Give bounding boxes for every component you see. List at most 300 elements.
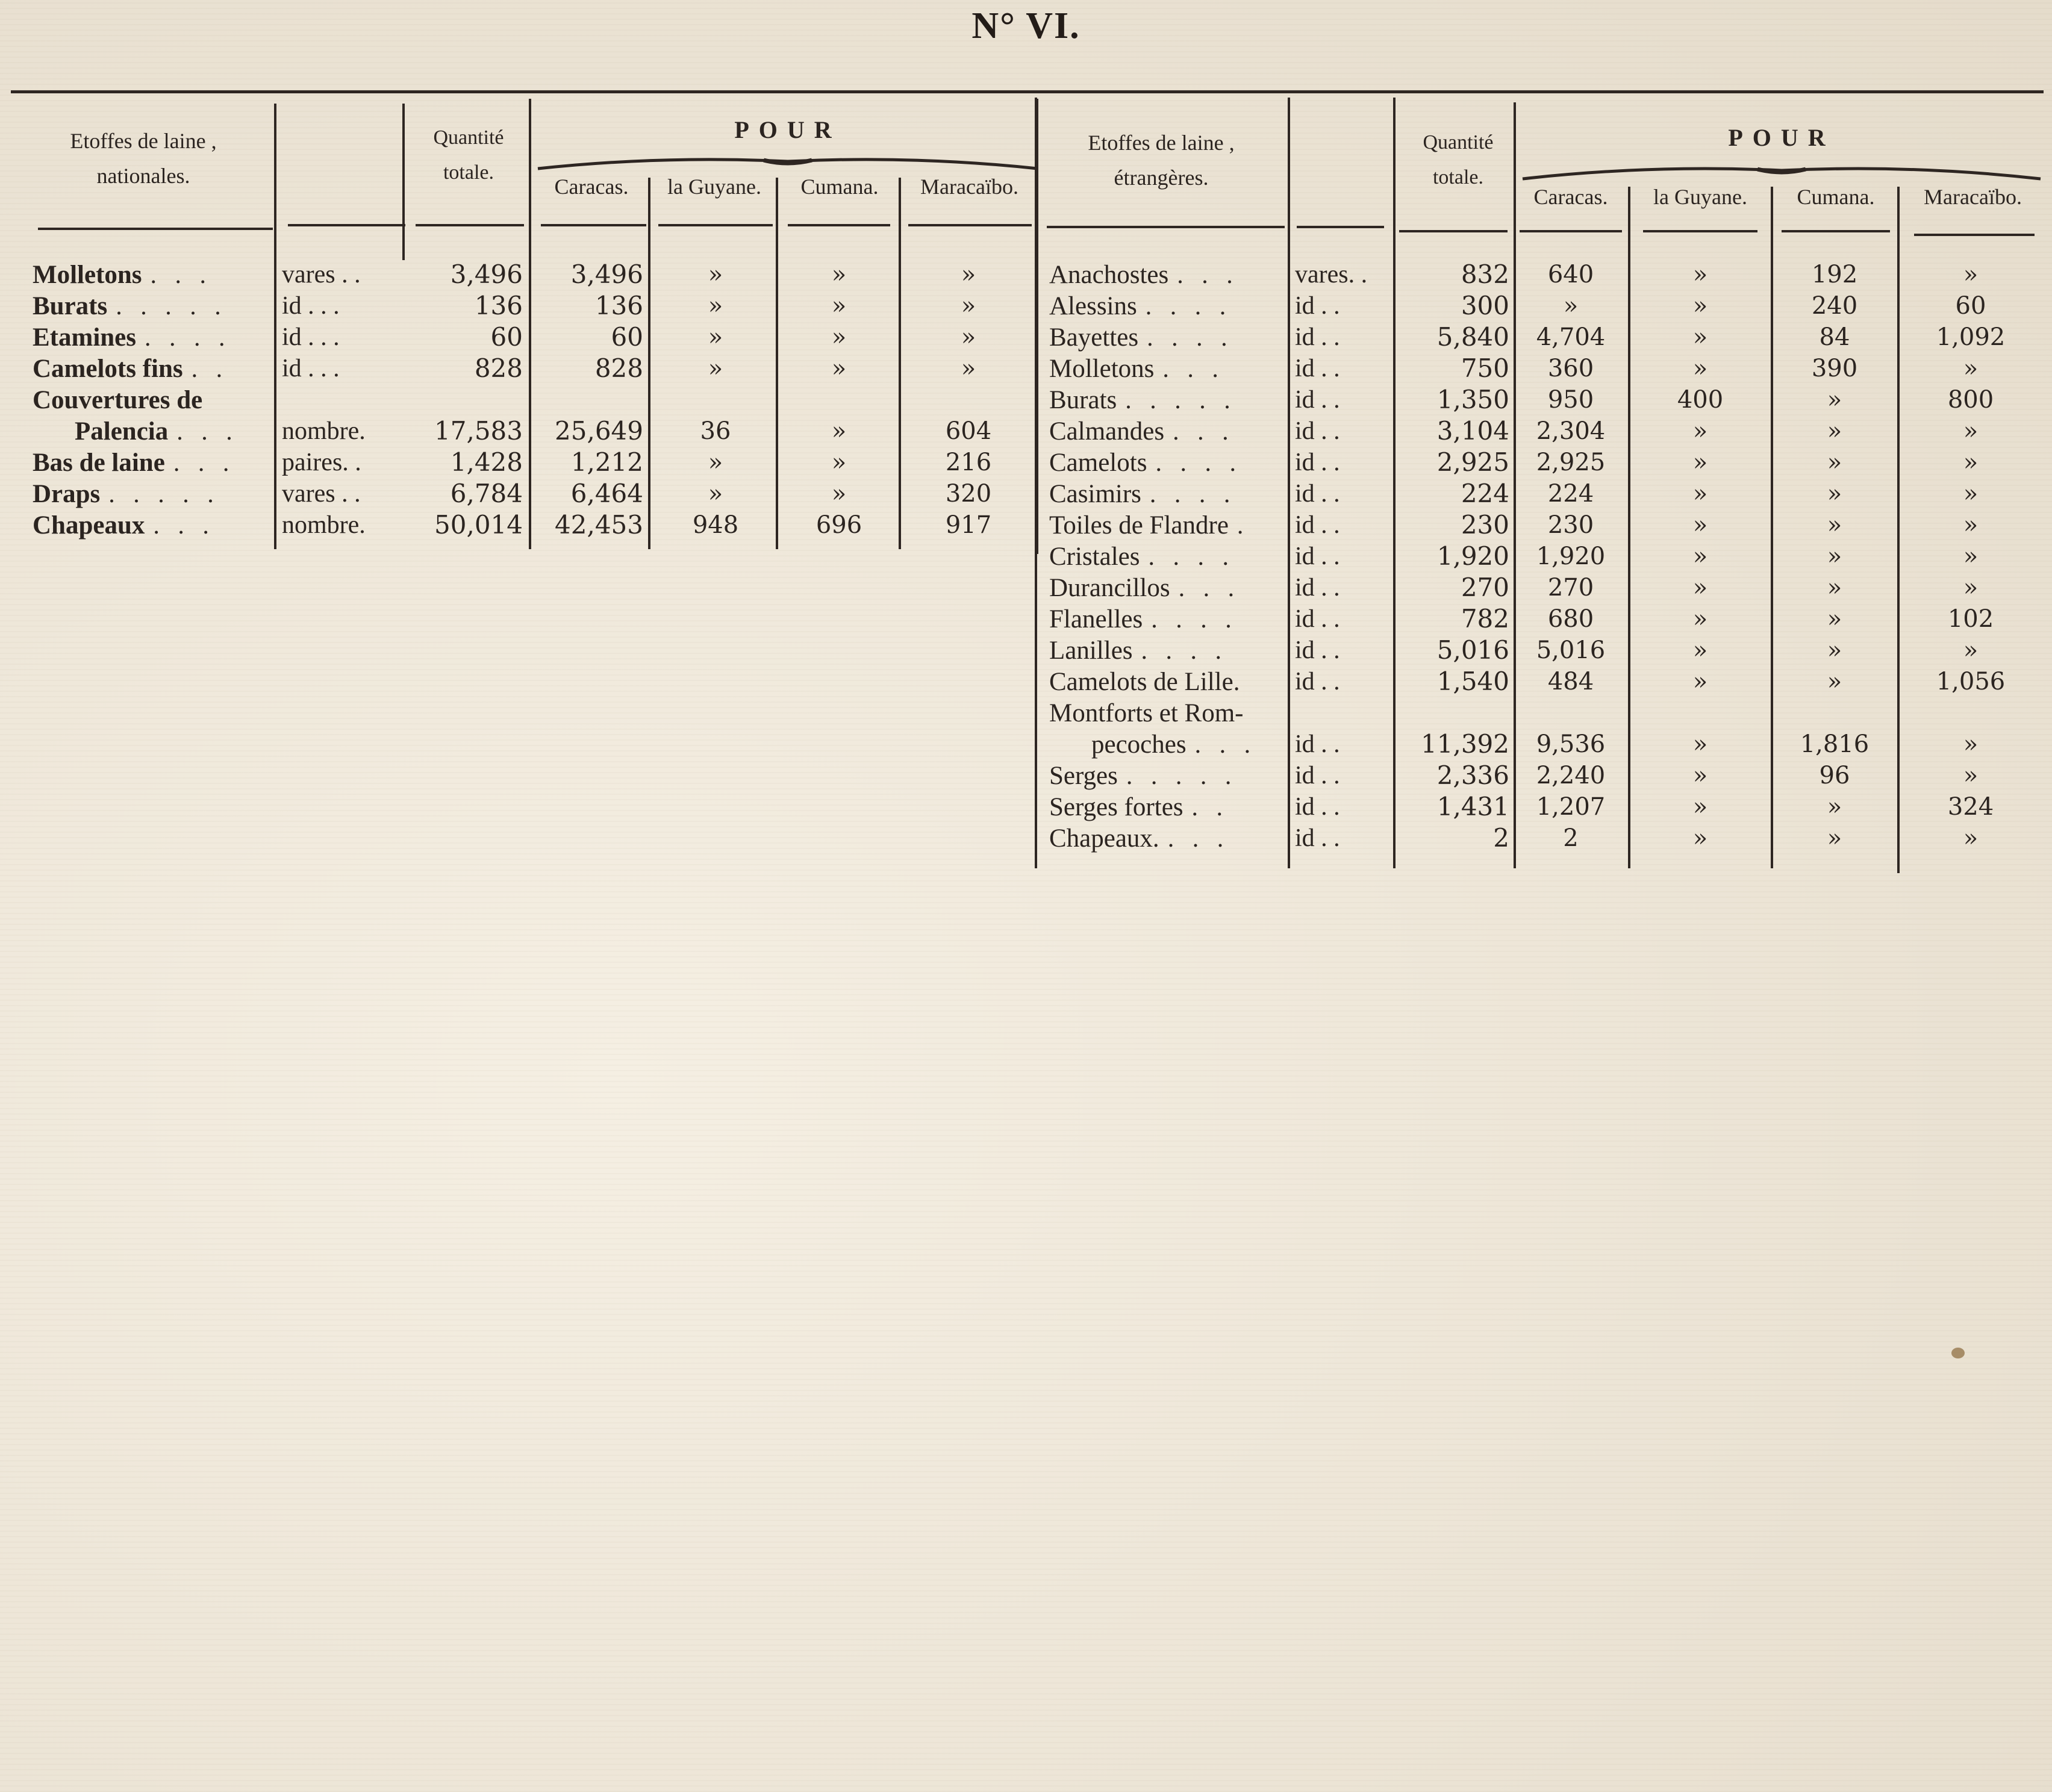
leader-dots: . . . <box>1177 261 1239 289</box>
total-cell: 5,840 <box>1436 322 1509 352</box>
caracas-cell <box>1517 697 1625 729</box>
total-cell: 136 <box>474 291 523 320</box>
caracas-cell: 360 <box>1547 355 1594 382</box>
leader-dots: . . . <box>173 449 235 477</box>
unit-cell <box>1295 697 1391 729</box>
leader-dots: . . . <box>150 261 213 289</box>
guyane-cell: » <box>1692 824 1708 852</box>
header-rule <box>1643 230 1757 232</box>
cumana-cell: 390 <box>1811 355 1858 382</box>
item-name: Durancillos <box>1049 574 1170 602</box>
total-cell: 3,496 <box>450 260 523 289</box>
total-cell: 1,920 <box>1436 541 1509 571</box>
table-row <box>1035 729 2044 760</box>
item-name-cell <box>1049 322 1285 353</box>
leader-dots: . . . <box>1178 574 1241 602</box>
item-name-cell <box>33 509 273 541</box>
header-rule <box>38 228 273 230</box>
cumana-cell <box>782 384 896 415</box>
leader-dots: . . . . <box>1149 481 1237 508</box>
table-row <box>1035 353 2044 384</box>
leader-dots: . . . . <box>1148 543 1235 571</box>
item-name-cell <box>1049 478 1285 509</box>
leader-dots: . . . <box>1173 418 1235 446</box>
unit-cell: id . . <box>1295 574 1340 602</box>
guyane-cell: » <box>708 355 723 382</box>
total-cell: 11,392 <box>1421 729 1509 759</box>
item-name-cell <box>33 259 273 290</box>
top-rule <box>1035 90 2044 93</box>
cumana-cell: » <box>831 355 847 382</box>
header-rule <box>416 224 524 226</box>
unit-cell: id . . . <box>282 292 340 320</box>
item-name: Couvertures de <box>33 386 203 414</box>
table-row <box>1035 572 2044 603</box>
cumana-cell: » <box>1827 417 1842 445</box>
leader-dots: . . . . . <box>1125 387 1237 414</box>
maracaibo-cell: » <box>1963 543 1979 570</box>
total-cell: 1,431 <box>1436 792 1509 821</box>
item-name: Etamines <box>33 323 136 352</box>
total-cell: 828 <box>474 353 523 383</box>
item-name: Anachostes <box>1049 261 1169 289</box>
caracas-cell: 1,207 <box>1536 793 1606 821</box>
cumana-cell: 240 <box>1811 292 1858 320</box>
table-row <box>1035 760 2044 791</box>
item-name: Molletons <box>33 261 142 289</box>
brace-icon <box>1520 160 2044 184</box>
guyane-cell: 36 <box>700 417 731 445</box>
top-rule <box>11 90 1038 93</box>
item-name: Lanilles <box>1049 636 1133 665</box>
total-cell: 1,540 <box>1436 667 1509 696</box>
unit-cell: vares. . <box>1295 261 1368 288</box>
item-name-cell <box>1049 290 1285 322</box>
cumana-cell: » <box>1827 449 1842 476</box>
guyane-cell: » <box>708 449 723 476</box>
caracas-cell: 640 <box>1547 261 1594 288</box>
caracas-cell: » <box>1563 292 1579 320</box>
maracaibo-cell: » <box>961 323 976 351</box>
maracaibo-cell: » <box>1963 636 1979 664</box>
item-name: Serges <box>1049 762 1118 790</box>
table-row <box>11 259 1038 290</box>
guyane-cell: » <box>1692 730 1708 758</box>
item-name-cell <box>1049 697 1285 729</box>
leader-dots: . . . . <box>1147 324 1233 352</box>
guyane-cell: » <box>1692 261 1708 288</box>
item-name: Bayettes <box>1049 323 1139 352</box>
header-rule <box>1399 230 1508 232</box>
total-cell: 750 <box>1461 353 1509 383</box>
table-row <box>1035 447 2044 478</box>
cumana-cell: 696 <box>815 511 862 539</box>
item-name: Cristales <box>1049 543 1140 571</box>
total-cell: 2,336 <box>1436 761 1509 790</box>
item-name: pecoches <box>1091 730 1187 759</box>
table-national <box>11 90 1038 560</box>
heading-line-2: étrangères. <box>1114 166 1209 190</box>
maracaibo-cell: 917 <box>945 511 992 539</box>
column-heading-quantite <box>1398 125 1518 195</box>
total-cell: 224 <box>1461 479 1509 508</box>
total-cell: 60 <box>490 322 523 352</box>
total-cell: 2 <box>1493 823 1509 853</box>
quantite-line-2: totale. <box>443 161 494 184</box>
cumana-cell: » <box>1827 511 1842 539</box>
column-divider <box>402 104 405 260</box>
leader-dots: . . . . . <box>116 293 227 320</box>
unit-cell: id . . <box>1295 292 1340 320</box>
subheading-caracas: Caracas. <box>1533 185 1608 209</box>
item-name-cell <box>1049 353 1285 384</box>
column-heading-etoffes <box>1035 125 1288 195</box>
maracaibo-cell: 800 <box>1947 386 1994 414</box>
caracas-cell: 2,304 <box>1536 417 1606 445</box>
item-name-cell <box>1049 572 1285 603</box>
table-row <box>1035 791 2044 823</box>
maracaibo-cell: » <box>1963 762 1979 789</box>
cumana-cell: » <box>1827 543 1842 570</box>
item-name-cell <box>1049 415 1285 447</box>
cumana-cell: » <box>1827 480 1842 508</box>
maracaibo-cell: 324 <box>1947 793 1994 821</box>
header-rule <box>1520 230 1622 232</box>
cumana-cell: » <box>1827 668 1842 695</box>
heading-line-2: nationales. <box>96 164 190 188</box>
unit-cell: id . . <box>1295 386 1340 414</box>
unit-cell: nombre. <box>282 511 366 539</box>
item-name-cell <box>1091 729 1285 760</box>
header-rule <box>1297 226 1384 228</box>
unit-cell: vares . . <box>282 261 361 288</box>
guyane-cell: » <box>1692 323 1708 351</box>
subheading-maracaibo: Maracaïbo. <box>920 175 1018 199</box>
caracas-cell: 2,240 <box>1536 762 1606 789</box>
table-row <box>11 415 1038 447</box>
caracas-cell: 6,464 <box>570 479 643 508</box>
item-name: Chapeaux <box>33 511 145 540</box>
item-name-cell <box>33 353 273 384</box>
guyane-cell: » <box>1692 605 1708 633</box>
maracaibo-cell: » <box>1963 730 1979 758</box>
item-name: Casimirs <box>1049 480 1141 508</box>
item-name: Toiles de Flandre <box>1049 511 1229 540</box>
table-row <box>11 290 1038 322</box>
cumana-cell: » <box>1827 574 1842 602</box>
caracas-cell <box>535 384 643 415</box>
item-name: Draps <box>33 480 101 508</box>
table-row <box>11 322 1038 353</box>
caracas-cell: 828 <box>594 353 643 383</box>
header-rule <box>908 224 1032 226</box>
caracas-cell: 1,212 <box>570 447 643 477</box>
subheading-cumana: Cumana. <box>1797 185 1875 209</box>
caracas-cell: 270 <box>1547 574 1594 602</box>
maracaibo-cell: » <box>1963 355 1979 382</box>
quantite-line-2: totale. <box>1432 166 1484 188</box>
header-rule <box>788 224 890 226</box>
total-cell: 230 <box>1461 510 1509 540</box>
caracas-cell: 1,920 <box>1536 543 1606 570</box>
cumana-cell: 84 <box>1819 323 1850 351</box>
leader-dots: . <box>1237 512 1250 540</box>
table-row <box>1035 635 2044 666</box>
table-row <box>1035 509 2044 541</box>
table-row <box>1035 823 2044 854</box>
total-cell <box>408 384 523 415</box>
maracaibo-cell: » <box>1963 449 1979 476</box>
unit-cell: id . . <box>1295 730 1340 758</box>
brace-icon <box>535 151 1041 175</box>
cumana-cell: » <box>1827 793 1842 821</box>
ink-stain <box>1951 1348 1965 1358</box>
guyane-cell: » <box>1692 511 1708 539</box>
cumana-cell: » <box>831 417 847 445</box>
guyane-cell: » <box>1692 762 1708 789</box>
header-rule <box>658 224 773 226</box>
guyane-cell: » <box>708 480 723 508</box>
pour-heading: POUR <box>1728 124 1835 151</box>
caracas-cell: 42,453 <box>555 510 643 540</box>
item-name: Camelots fins <box>33 355 183 383</box>
caracas-cell: 680 <box>1547 605 1594 633</box>
leader-dots: . . . . . <box>108 481 220 508</box>
total-cell: 1,428 <box>450 447 523 477</box>
table-row <box>1035 478 2044 509</box>
subheading-caracas: Caracas. <box>554 175 629 199</box>
unit-cell: id . . <box>1295 543 1340 570</box>
maracaibo-cell: » <box>961 261 976 288</box>
unit-cell: id . . <box>1295 605 1340 633</box>
item-name: Chapeaux. <box>1049 824 1159 853</box>
caracas-cell: 224 <box>1547 480 1594 508</box>
header-rule <box>541 224 646 226</box>
unit-cell <box>282 384 402 415</box>
item-name-cell <box>1049 259 1285 290</box>
maracaibo-cell: » <box>1963 574 1979 602</box>
leader-dots: . . . <box>1162 355 1224 383</box>
maracaibo-cell: 216 <box>945 449 992 476</box>
guyane-cell <box>655 384 776 415</box>
total-cell: 270 <box>1461 573 1509 602</box>
heading-line-1: Etoffes de laine , <box>1088 131 1235 155</box>
quantite-line-1: Quantité <box>433 126 504 149</box>
item-name-cell <box>1049 603 1285 635</box>
unit-cell: id . . <box>1295 417 1340 445</box>
table-row <box>1035 415 2044 447</box>
maracaibo-cell: 60 <box>1955 292 1986 320</box>
table-row <box>1035 541 2044 572</box>
item-name: Serges fortes <box>1049 793 1183 821</box>
caracas-cell: 136 <box>594 291 643 320</box>
total-cell: 5,016 <box>1436 635 1509 665</box>
leader-dots: . . . <box>1194 731 1257 759</box>
maracaibo-cell <box>1900 697 2042 729</box>
subheading-guyane: la Guyane. <box>667 175 761 199</box>
item-name: Palencia <box>75 417 169 446</box>
table-row <box>1035 290 2044 322</box>
cumana-cell: » <box>831 480 847 508</box>
caracas-cell: 25,649 <box>555 416 643 446</box>
guyane-cell: » <box>1692 292 1708 320</box>
unit-cell: id . . . <box>282 355 340 382</box>
cumana-cell: » <box>1827 824 1842 852</box>
unit-cell: id . . <box>1295 449 1340 476</box>
leader-dots: . . . <box>153 512 215 540</box>
caracas-cell: 2,925 <box>1536 449 1606 476</box>
item-name-cell <box>1049 760 1285 791</box>
header-rule <box>1047 226 1285 228</box>
maracaibo-cell: » <box>961 292 976 320</box>
unit-cell: id . . <box>1295 355 1340 382</box>
header-rule <box>1782 230 1890 232</box>
total-cell: 1,350 <box>1436 385 1509 414</box>
cumana-cell <box>1773 697 1896 729</box>
table-row <box>11 384 1038 415</box>
item-name: Alessins <box>1049 292 1137 320</box>
guyane-cell: » <box>1692 543 1708 570</box>
table-row <box>1035 666 2044 697</box>
cumana-cell: » <box>1827 636 1842 664</box>
unit-cell: id . . <box>1295 824 1340 852</box>
maracaibo-cell: 1,092 <box>1936 323 2006 351</box>
guyane-cell: » <box>1692 793 1708 821</box>
header-rule <box>288 224 405 226</box>
table-row <box>11 478 1038 509</box>
caracas-cell: 60 <box>611 322 643 352</box>
table-row <box>1035 603 2044 635</box>
guyane-cell: » <box>1692 480 1708 508</box>
item-name-cell <box>1049 509 1285 541</box>
unit-cell: vares . . <box>282 480 361 508</box>
item-name-cell <box>33 478 273 509</box>
item-name-cell <box>75 415 273 447</box>
guyane-cell: » <box>708 323 723 351</box>
header-rule <box>1914 234 2035 236</box>
leader-dots: . . . . <box>1145 293 1232 320</box>
total-cell: 17,583 <box>434 416 523 446</box>
maracaibo-cell: » <box>961 355 976 382</box>
leader-dots: . . . <box>1167 825 1230 853</box>
unit-cell: id . . <box>1295 323 1340 351</box>
caracas-cell: 2 <box>1563 824 1579 852</box>
column-heading-quantite <box>408 120 529 190</box>
total-cell <box>1396 697 1509 729</box>
maracaibo-cell: 1,056 <box>1936 668 2006 695</box>
unit-cell: id . . <box>1295 668 1340 695</box>
item-name: Camelots de Lille. <box>1049 668 1240 696</box>
total-cell: 6,784 <box>450 479 523 508</box>
table-row <box>11 447 1038 478</box>
page-title: N° VI. <box>971 5 1081 46</box>
item-name-cell <box>33 290 273 322</box>
caracas-cell: 484 <box>1547 668 1594 695</box>
unit-cell: id . . <box>1295 636 1340 664</box>
maracaibo-cell: » <box>1963 824 1979 852</box>
table-row <box>1035 384 2044 415</box>
item-name-cell <box>33 384 273 415</box>
total-cell: 300 <box>1461 291 1509 320</box>
leader-dots: . . <box>1191 794 1229 821</box>
item-name: Burats <box>1049 386 1117 414</box>
caracas-cell: 230 <box>1547 511 1594 539</box>
leader-dots: . . . . <box>1155 449 1242 477</box>
maracaibo-cell: » <box>1963 511 1979 539</box>
heading-line-1: Etoffes de laine , <box>70 129 217 153</box>
item-name-cell <box>1049 823 1285 854</box>
cumana-cell: 192 <box>1811 261 1858 288</box>
guyane-cell: » <box>1692 417 1708 445</box>
cumana-cell: » <box>831 449 847 476</box>
maracaibo-cell: » <box>1963 261 1979 288</box>
unit-cell: nombre. <box>282 417 366 445</box>
cumana-cell: » <box>831 292 847 320</box>
cumana-cell: 96 <box>1819 762 1850 789</box>
maracaibo-cell: 320 <box>945 480 992 508</box>
item-name: Calmandes <box>1049 417 1165 446</box>
item-name: Molletons <box>1049 355 1155 383</box>
subheading-guyane: la Guyane. <box>1653 185 1747 209</box>
total-cell: 3,104 <box>1436 416 1509 446</box>
item-name: Bas de laine <box>33 449 165 477</box>
unit-cell: id . . <box>1295 480 1340 508</box>
unit-cell: paires. . <box>282 449 361 476</box>
table-foreign <box>1035 90 2044 873</box>
subheading-maracaibo: Maracaïbo. <box>1924 185 2022 209</box>
guyane-cell: » <box>1692 574 1708 602</box>
item-name-cell <box>1049 384 1285 415</box>
table-row <box>1035 259 2044 290</box>
caracas-cell: 3,496 <box>570 260 643 289</box>
guyane-cell: » <box>1692 355 1708 382</box>
unit-cell: id . . <box>1295 793 1340 821</box>
table-row <box>11 509 1038 541</box>
unit-cell: id . . . <box>282 323 340 351</box>
guyane-cell: » <box>1692 668 1708 695</box>
maracaibo-cell: » <box>1963 417 1979 445</box>
quantite-line-1: Quantité <box>1423 131 1494 154</box>
leader-dots: . . . . <box>145 324 231 352</box>
guyane-cell: » <box>1692 636 1708 664</box>
maracaibo-cell: » <box>1963 480 1979 508</box>
item-name-cell <box>1049 791 1285 823</box>
leader-dots: . . . . <box>1151 606 1238 633</box>
cumana-cell: » <box>1827 605 1842 633</box>
maracaibo-cell: 604 <box>945 417 992 445</box>
maracaibo-cell: 102 <box>1947 605 1994 633</box>
guyane-cell: » <box>1692 449 1708 476</box>
total-cell: 832 <box>1461 260 1509 289</box>
total-cell: 2,925 <box>1436 447 1509 477</box>
item-name-cell <box>1049 541 1285 572</box>
item-name-cell <box>33 322 273 353</box>
maracaibo-cell <box>902 384 1035 415</box>
item-name: Montforts et Rom- <box>1049 699 1244 727</box>
pour-heading: POUR <box>734 116 841 143</box>
item-name-cell <box>1049 635 1285 666</box>
leader-dots: . . . <box>176 418 239 446</box>
item-name-cell <box>1049 447 1285 478</box>
caracas-cell: 950 <box>1547 386 1594 414</box>
item-name-cell <box>1049 666 1285 697</box>
leader-dots: . . . . . <box>1126 762 1238 790</box>
leader-dots: . . <box>191 355 229 383</box>
table-row <box>1035 322 2044 353</box>
cumana-cell: » <box>1827 386 1842 414</box>
item-name-cell <box>33 447 273 478</box>
unit-cell: id . . <box>1295 511 1340 539</box>
